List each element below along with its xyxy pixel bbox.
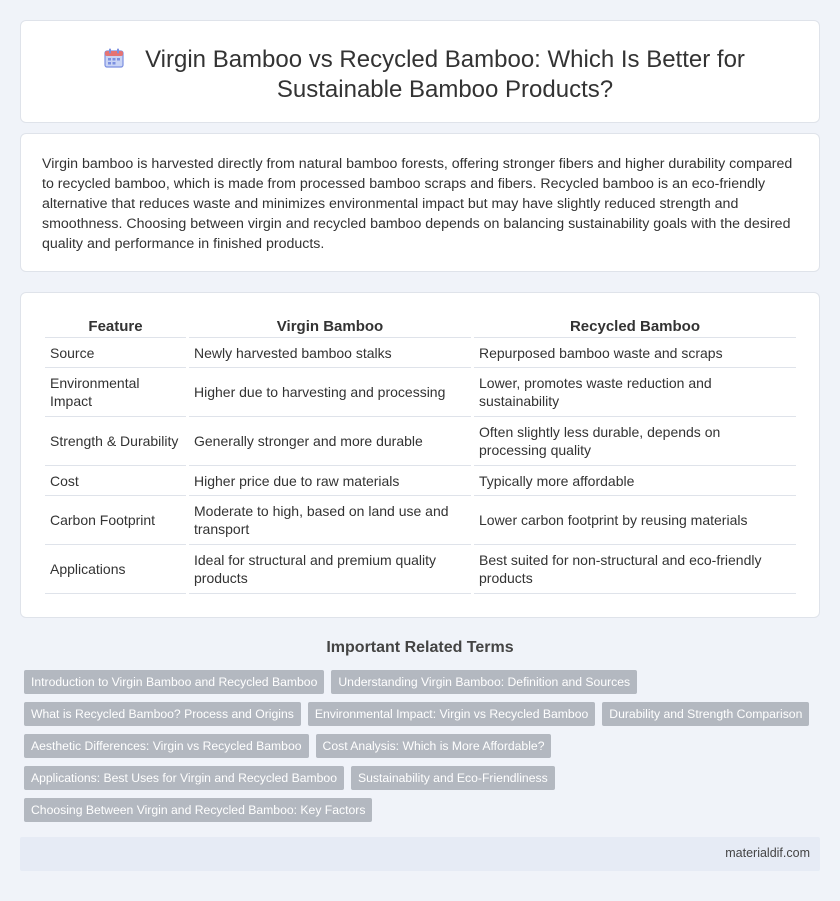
term-row [24,670,814,694]
header-feature: Feature [45,315,186,338]
page-title: Virgin Bamboo vs Recycled Bamboo: Which Is Better for Sustainable Bamboo Products? [145,46,745,103]
term-tag[interactable]: Introduction to Virgin Bamboo and Recycled Bamboo [24,670,324,694]
recycled-cell: Repurposed bamboo waste and scraps [474,338,796,368]
feature-cell: Applications [45,545,186,594]
feature-cell: Strength & Durability [45,417,186,466]
term-tag[interactable]: Understanding Virgin Bamboo: Definition and Sources [331,670,637,694]
feature-cell: Cost [45,466,186,496]
term-row [24,798,814,822]
recycled-cell: Typically more affordable [474,466,796,496]
comparison-table [42,315,799,594]
header-recycled-bamboo: Recycled Bamboo [474,315,796,338]
footer [20,837,820,871]
table-header-row [45,315,796,338]
table-row [45,338,796,368]
term-row [24,766,814,790]
title-wrap [21,45,819,105]
virgin-cell: Higher price due to raw materials [189,466,471,496]
term-tag[interactable]: Durability and Strength Comparison [602,702,809,726]
footer-site-link[interactable]: materialdif.com [725,846,810,860]
table-row [45,545,796,594]
feature-cell: Carbon Footprint [45,496,186,545]
recycled-cell: Lower carbon footprint by reusing materials [474,496,796,545]
intro-card [20,133,820,272]
intro-paragraph: Virgin bamboo is harvested directly from natural bamboo forests, offering stronger fibers and higher durability compared to recycled bamboo, which is made from processed bamboo scraps and fibers. Recycled bamboo is an eco-friendly alternative that reduces waste and minimizes environmental impact but may have slightly reduced strength and smoothness. Choosing between virgin and recycled bamboo depends on balancing sustainability goals with the desired quality and performance in finished products. [42,156,793,252]
table-row [45,368,796,417]
virgin-cell: Generally stronger and more durable [189,417,471,466]
virgin-cell: Newly harvested bamboo stalks [189,338,471,368]
term-tag[interactable]: Applications: Best Uses for Virgin and Recycled Bamboo [24,766,344,790]
recycled-cell: Best suited for non-structural and eco-friendly products [474,545,796,594]
term-row [24,702,814,726]
recycled-cell: Often slightly less durable, depends on processing quality [474,417,796,466]
feature-cell: Environmental Impact [45,368,186,417]
table-row [45,417,796,466]
term-tag[interactable]: Environmental Impact: Virgin vs Recycled Bamboo [308,702,595,726]
table-row [45,496,796,545]
term-tag[interactable]: Cost Analysis: Which is More Affordable? [316,734,552,758]
title-card [20,20,820,123]
term-tag[interactable]: What is Recycled Bamboo? Process and Origins [24,702,301,726]
term-tag[interactable]: Sustainability and Eco-Friendliness [351,766,555,790]
term-tag[interactable]: Choosing Between Virgin and Recycled Bamboo: Key Factors [24,798,372,822]
comparison-card [20,292,820,618]
recycled-cell: Lower, promotes waste reduction and sustainability [474,368,796,417]
table-row [45,466,796,496]
virgin-cell: Moderate to high, based on land use and transport [189,496,471,545]
related-terms-list [24,670,814,830]
related-terms-heading: Important Related Terms [326,639,514,656]
virgin-cell: Ideal for structural and premium quality products [189,545,471,594]
header-virgin-bamboo: Virgin Bamboo [189,315,471,338]
feature-cell: Source [45,338,186,368]
calendar-icon [103,47,125,69]
virgin-cell: Higher due to harvesting and processing [189,368,471,417]
term-tag[interactable]: Aesthetic Differences: Virgin vs Recycled Bamboo [24,734,309,758]
term-row [24,734,814,758]
